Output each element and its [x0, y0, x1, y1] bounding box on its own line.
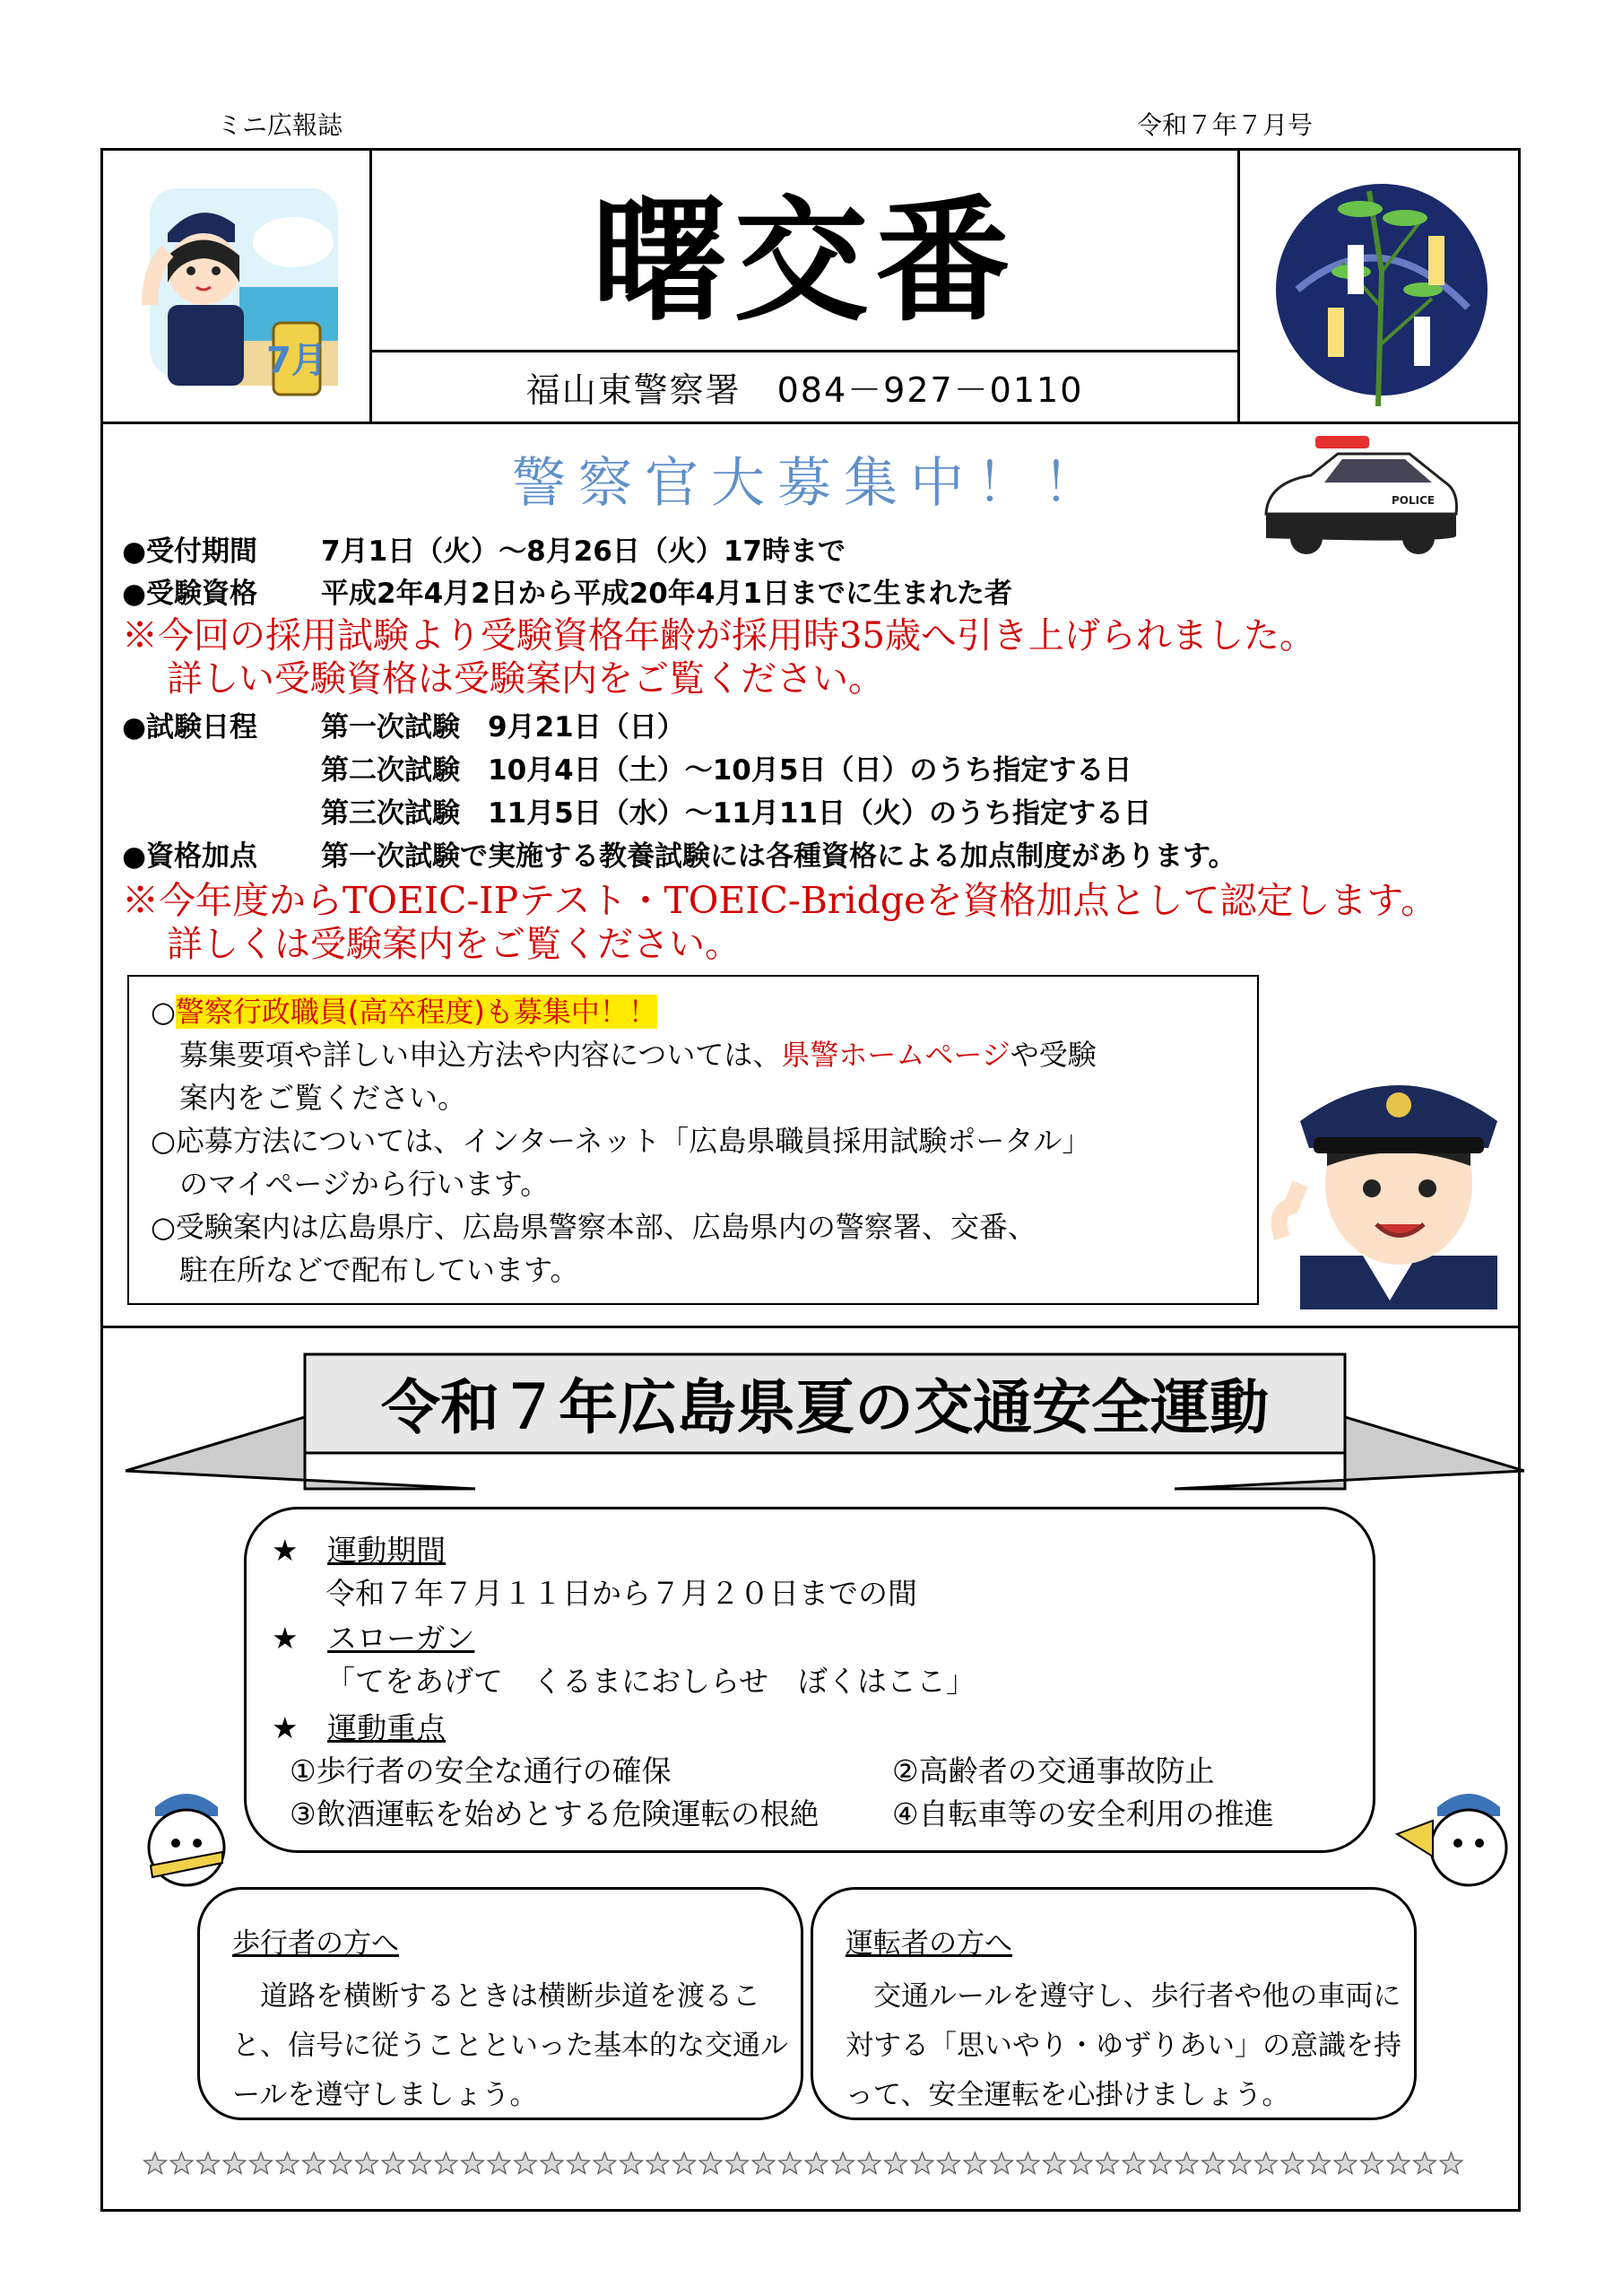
- row-label: ●受付期間: [122, 535, 258, 568]
- notice-bullet: ○: [151, 995, 176, 1029]
- toeic-note-2: 詳しくは受験案内をご覧ください。: [167, 924, 741, 965]
- pedestrian-heading: 歩行者の方へ: [232, 1927, 399, 1960]
- star-decoration: [1202, 2152, 1225, 2174]
- mascot-megaphone-icon: [1388, 1780, 1522, 1897]
- star-decoration: [832, 2152, 854, 2174]
- police-car-illustration: [1257, 429, 1463, 559]
- star-decoration: [488, 2152, 510, 2174]
- star-decoration: [620, 2152, 643, 2174]
- notice-line: ○応募方法については、インターネット「広島県職員採用試験ポータル」: [151, 1124, 1091, 1158]
- focus-item: ③飲酒運転を始めとする危険運転の根絶: [290, 1796, 820, 1831]
- star-decoration: [356, 2152, 378, 2174]
- notice-line: ○受験案内は広島県庁、広島県警察本部、広島県内の警察署、交番、: [151, 1210, 1037, 1244]
- star-decoration: [276, 2152, 299, 2174]
- star-decoration: [197, 2152, 220, 2174]
- period-heading-line: [272, 1527, 446, 1570]
- schedule-label: ●試験日程: [122, 711, 258, 744]
- star-decoration: [1440, 2152, 1462, 2174]
- star-decoration: [938, 2152, 960, 2174]
- row-label: ●受験資格: [122, 578, 258, 610]
- admin-recruit-highlight: 警察行政職員(高卒程度)も募集中！！: [175, 995, 657, 1029]
- star-decoration: [646, 2152, 669, 2174]
- police-car-text: POLICE: [1392, 494, 1436, 507]
- star-decoration: [991, 2152, 1013, 2174]
- toeic-note: ※今年度からTOEIC-IPテスト・TOEIC-Bridgeを資格加点として認定します。: [122, 879, 1438, 922]
- star-decoration: [779, 2152, 802, 2174]
- age-limit-note-2: 詳しい受験資格は受験案内をご覧ください。: [167, 658, 884, 700]
- star-decoration: [409, 2152, 431, 2174]
- star-decoration: [329, 2152, 351, 2174]
- masthead-title-box: [372, 148, 1237, 352]
- pedestrian-text: 道路を横断するときは横断歩道を渡ること、信号に従うことといった基本的な交通ルールを遵守しましょう。: [232, 1980, 788, 2111]
- driver-advice: [811, 1887, 1417, 2120]
- star-decoration: [1175, 2152, 1198, 2174]
- star-decoration: [858, 2152, 880, 2174]
- campaign-banner: [126, 1345, 1524, 1496]
- age-limit-note: ※今回の採用試験より受験資格年齢が採用時35歳へ引き上げられました。: [122, 615, 1315, 657]
- star-bullet: ★: [272, 1710, 299, 1745]
- driver-heading: 運転者の方へ: [846, 1927, 1012, 1960]
- star-decoration: [726, 2152, 749, 2174]
- prefectural-homepage-link[interactable]: 県警ホームページ: [781, 1038, 1010, 1072]
- admin-staff-notice: [127, 975, 1259, 1305]
- star-bullet: ★: [272, 1621, 299, 1656]
- female-officer-illustration: [114, 170, 354, 404]
- recruitment-heading: 警察官大募集中！！: [512, 452, 1109, 515]
- campaign-title: 令和７年広島県夏の交通安全運動: [381, 1373, 1269, 1442]
- star-decoration: [462, 2152, 484, 2174]
- notice-line: のマイページから行います。: [179, 1167, 550, 1201]
- star-decoration: [303, 2152, 325, 2174]
- star-decoration: [594, 2152, 616, 2174]
- issue-date: 令和７年７月号: [1137, 110, 1314, 140]
- station-contact: 福山東警察署 084－927－0110: [525, 370, 1084, 410]
- male-officer-illustration: [1264, 1031, 1515, 1309]
- tanabata-bamboo-illustration: [1271, 164, 1493, 415]
- star-decoration: [885, 2152, 907, 2174]
- star-decoration: [1070, 2152, 1092, 2174]
- star-decoration: [144, 2152, 167, 2174]
- notice-line: [179, 1032, 1097, 1074]
- slogan-value: 「てをあげて くるまにおしらせ ぼくはここ」: [325, 1664, 976, 1699]
- star-decoration: [1308, 2152, 1331, 2174]
- star-decoration: [250, 2152, 273, 2174]
- star-decoration: [1097, 2152, 1119, 2174]
- star-decoration: [1334, 2152, 1357, 2174]
- star-decoration: [1123, 2152, 1145, 2174]
- masthead: [100, 148, 1521, 424]
- star-decoration: [911, 2152, 933, 2174]
- star-decoration: [541, 2152, 563, 2174]
- focus-heading-line: [272, 1705, 446, 1747]
- divider: [1237, 148, 1240, 422]
- star-decoration: [568, 2152, 590, 2174]
- star-decoration: [170, 2152, 193, 2174]
- focus-item: ④自転車等の安全利用の推進: [892, 1796, 1274, 1831]
- mascot-left-icon: [133, 1780, 240, 1897]
- notice-line: 駐在所などで配布しています。: [179, 1253, 579, 1287]
- star-decoration: [1228, 2152, 1251, 2174]
- star-border-decoration: [142, 2151, 1478, 2178]
- star-decoration: [1044, 2152, 1066, 2174]
- star-decoration: [1414, 2152, 1436, 2174]
- star-decoration: [673, 2152, 696, 2174]
- driver-text: 交通ルールを遵守し、歩行者や他の車両に対する「思いやり・ゆずりあい」の意識を持って、安全運転を心掛けましょう。: [846, 1980, 1401, 2111]
- star-decoration: [699, 2152, 722, 2174]
- star-decoration: [1255, 2152, 1278, 2174]
- slogan-heading-line: [272, 1615, 474, 1657]
- schedule-item: 第一次試験 9月21日（日）: [321, 711, 685, 744]
- notice-line: 案内をご覧ください。: [179, 1081, 467, 1115]
- notice-text: 募集要項や詳しい申込方法や内容については、: [179, 1038, 782, 1072]
- star-decoration: [1149, 2152, 1172, 2174]
- pedestrian-advice: [197, 1887, 803, 2120]
- schedule-item: 第三次試験 11月5日（水）～11月11日（火）のうち指定する日: [321, 797, 1151, 830]
- star-decoration: [1387, 2152, 1409, 2174]
- star-bullet: ★: [272, 1533, 299, 1568]
- notice-line: [151, 989, 657, 1031]
- period-heading: 運動期間: [327, 1533, 447, 1568]
- star-decoration: [515, 2152, 537, 2174]
- campaign-details: [244, 1507, 1375, 1853]
- star-decoration: [435, 2152, 457, 2174]
- slogan-heading: スローガン: [327, 1621, 475, 1656]
- focus-heading: 運動重点: [327, 1710, 447, 1745]
- star-decoration: [805, 2152, 828, 2174]
- star-decoration: [1361, 2152, 1383, 2174]
- star-decoration: [382, 2152, 404, 2174]
- newsletter-title: 曙交番: [592, 181, 1018, 340]
- period-value: 令和７年７月１１日から７月２０日までの間: [325, 1576, 917, 1611]
- row-label: ●資格加点: [122, 840, 258, 873]
- focus-item: ②高齢者の交通事故防止: [892, 1753, 1215, 1788]
- publication-type: ミニ広報誌: [217, 110, 343, 140]
- star-decoration: [1281, 2152, 1304, 2174]
- star-decoration: [752, 2152, 775, 2174]
- star-decoration: [964, 2152, 986, 2174]
- schedule-item: 第二次試験 10月4日（土）～10月5日（日）のうち指定する日: [321, 754, 1132, 787]
- star-decoration: [223, 2152, 246, 2174]
- row-value: 平成2年4月2日から平成20年4月1日までに生まれた者: [321, 578, 1012, 610]
- row-value: 第一次試験で実施する教養試験には各種資格による加点制度があります。: [321, 840, 1236, 873]
- notice-text: や受験: [1010, 1038, 1097, 1072]
- month-badge: 7月: [266, 340, 327, 381]
- row-value: 7月1日（火）～8月26日（火）17時まで: [321, 535, 846, 568]
- focus-item: ①歩行者の安全な通行の確保: [290, 1753, 672, 1788]
- star-decoration: [1017, 2152, 1039, 2174]
